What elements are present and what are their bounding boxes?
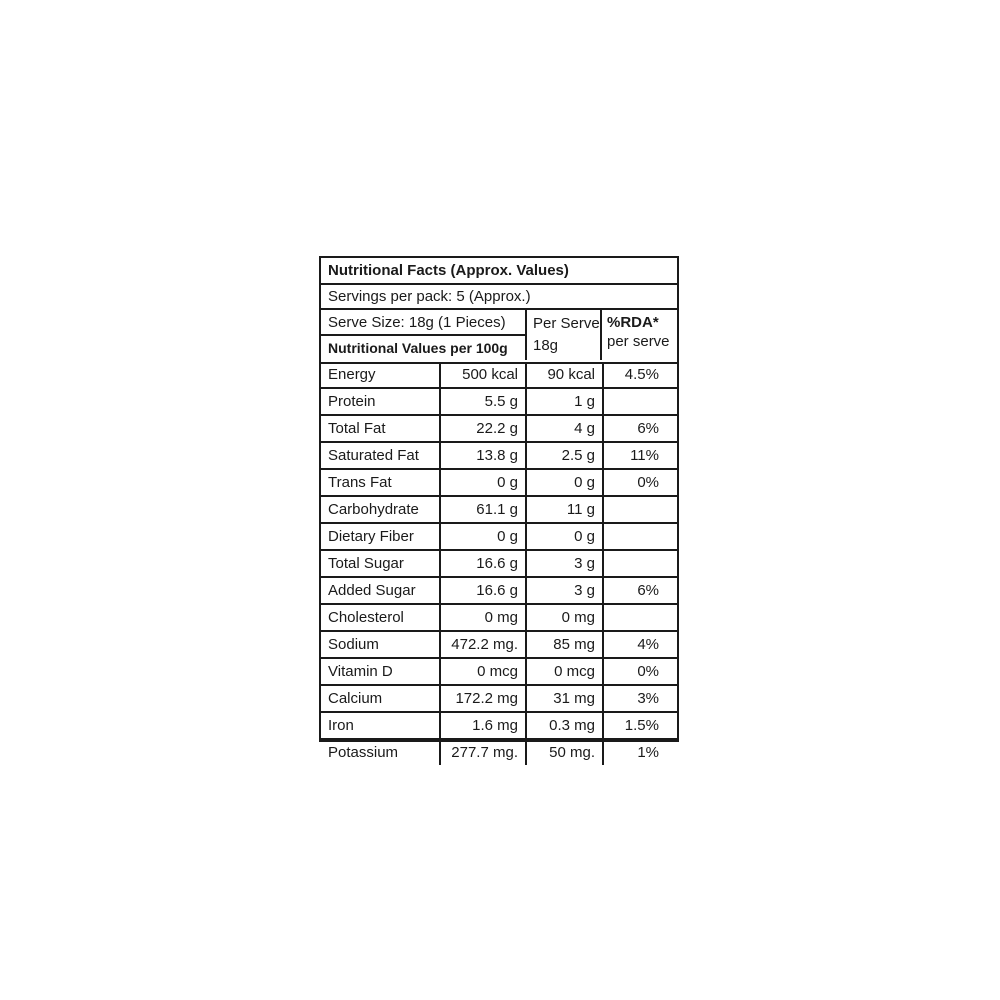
value-per-serve: 50 mg. — [527, 740, 604, 765]
value-per-serve: 0 mg — [527, 605, 604, 630]
value-per-serve: 1 g — [527, 389, 604, 414]
nutrient-row — [321, 686, 677, 713]
nutrient-row — [321, 497, 677, 524]
value-per-serve: 2.5 g — [527, 443, 604, 468]
value-per-100g: 22.2 g — [441, 416, 527, 441]
nutrient-name: Energy — [321, 362, 441, 387]
value-rda — [604, 524, 677, 549]
nutrient-name: Protein — [321, 389, 441, 414]
nutrient-name: Added Sugar — [321, 578, 441, 603]
nutrient-row — [321, 443, 677, 470]
value-rda: 1% — [637, 744, 659, 761]
value-per-100g: 500 kcal — [441, 362, 527, 387]
nutrient-name: Dietary Fiber — [321, 524, 441, 549]
nutrient-name: Saturated Fat — [321, 443, 441, 468]
value-per-serve: 3 g — [527, 551, 604, 576]
value-rda: 0% — [637, 474, 659, 491]
nutrient-name: Potassium — [321, 740, 441, 765]
value-per-serve: 0.3 mg — [527, 713, 604, 738]
value-per-100g: 61.1 g — [441, 497, 527, 522]
values-per-100g-header: Nutritional Values per 100g — [328, 340, 508, 356]
value-rda — [604, 497, 677, 522]
value-per-serve: 4 g — [527, 416, 604, 441]
value-per-100g: 0 mcg — [441, 659, 527, 684]
nutrient-row — [321, 362, 677, 389]
nutrient-row — [321, 416, 677, 443]
nutrient-row — [321, 659, 677, 686]
rda-header — [604, 310, 677, 360]
value-per-100g: 0 mg — [441, 605, 527, 630]
value-rda: 1.5% — [624, 717, 659, 734]
nutrient-name: Total Fat — [321, 416, 441, 441]
value-per-serve: 31 mg — [527, 686, 604, 711]
nutrient-name: Carbohydrate — [321, 497, 441, 522]
nutrient-name: Sodium — [321, 632, 441, 657]
nutrient-row — [321, 605, 677, 632]
nutrient-name: Calcium — [321, 686, 441, 711]
nutrient-row — [321, 389, 677, 416]
value-per-100g: 172.2 mg — [441, 686, 527, 711]
per-serve-header — [527, 310, 602, 360]
value-rda — [604, 551, 677, 576]
nutrient-row — [321, 632, 677, 659]
serve-size: Serve Size: 18g (1 Pieces) — [321, 310, 525, 336]
value-per-serve: 11 g — [527, 497, 604, 522]
value-per-100g: 472.2 mg. — [441, 632, 527, 657]
value-rda: 11% — [630, 447, 659, 464]
value-per-serve: 0 g — [527, 524, 604, 549]
value-rda: 3% — [637, 690, 659, 707]
value-rda — [604, 605, 677, 630]
value-per-serve: 3 g — [527, 578, 604, 603]
value-per-100g: 5.5 g — [441, 389, 527, 414]
per-serve-header-line2: 18g — [533, 337, 559, 354]
value-per-100g: 13.8 g — [441, 443, 527, 468]
nutrient-row — [321, 551, 677, 578]
value-per-100g: 0 g — [441, 524, 527, 549]
rda-header-line2: per serve — [607, 333, 670, 350]
value-per-serve: 0 mcg — [527, 659, 604, 684]
nutrient-row — [321, 578, 677, 605]
nutrient-name: Iron — [321, 713, 441, 738]
nutrient-row — [321, 524, 677, 551]
nutrient-name: Trans Fat — [321, 470, 441, 495]
value-rda: 0% — [637, 663, 659, 680]
label-title: Nutritional Facts (Approx. Values) — [321, 258, 677, 285]
value-per-100g: 1.6 mg — [441, 713, 527, 738]
per-serve-header-line1: Per Serve — [533, 315, 600, 332]
rda-header-line1: %RDA* — [607, 314, 659, 331]
value-per-serve: 90 kcal — [527, 362, 604, 387]
value-per-100g: 16.6 g — [441, 578, 527, 603]
nutrient-row — [321, 470, 677, 497]
nutrient-rows — [321, 362, 677, 761]
value-rda: 6% — [637, 420, 659, 437]
servings-per-pack: Servings per pack: 5 (Approx.) — [321, 285, 677, 310]
nutrient-name: Vitamin D — [321, 659, 441, 684]
value-rda: 4% — [637, 636, 659, 653]
value-per-serve: 85 mg — [527, 632, 604, 657]
value-per-100g: 16.6 g — [441, 551, 527, 576]
value-rda: 6% — [637, 582, 659, 599]
nutrient-row — [321, 740, 677, 765]
nutrition-facts-label — [319, 256, 679, 761]
nutrient-name: Cholesterol — [321, 605, 441, 630]
header-left-block — [321, 310, 527, 360]
value-rda: 4.5% — [624, 366, 659, 383]
value-per-100g: 277.7 mg. — [441, 740, 527, 765]
nutrient-row — [321, 713, 677, 740]
nutrient-name: Total Sugar — [321, 551, 441, 576]
value-per-serve: 0 g — [527, 470, 604, 495]
value-rda — [604, 389, 677, 414]
column-header-row — [321, 310, 677, 364]
value-per-100g: 0 g — [441, 470, 527, 495]
